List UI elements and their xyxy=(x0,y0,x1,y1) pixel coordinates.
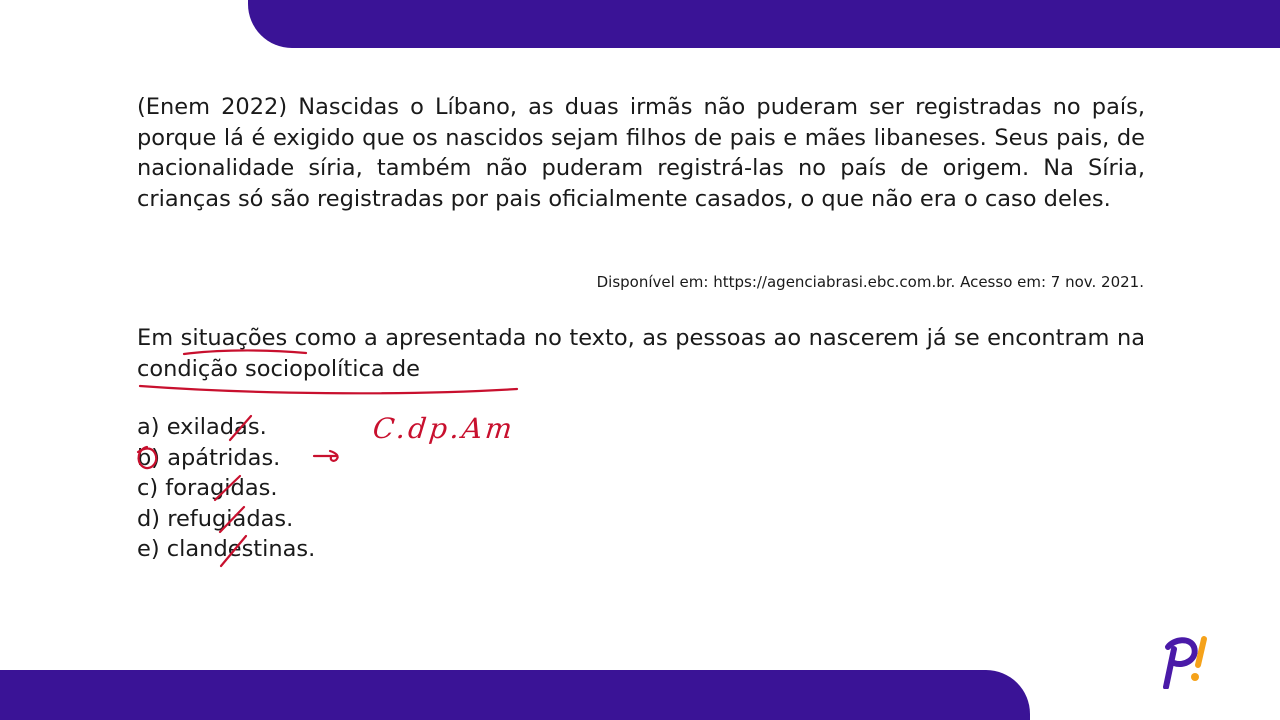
handwritten-note: C.dp.Am xyxy=(371,412,517,445)
answer-options xyxy=(137,412,315,565)
top-decorative-band xyxy=(248,0,1280,48)
option-a: a) exiladas. xyxy=(137,414,267,440)
source-citation: Disponível em: https://agenciabrasi.ebc.com.br. Acesso em: 7 nov. 2021. xyxy=(596,273,1144,291)
bottom-decorative-band xyxy=(0,670,1030,720)
question-passage: (Enem 2022) Nascidas o Líbano, as duas irmãs não puderam ser registradas no país, porque lá é exigido que os nascidos sejam filhos de pais e mães libaneses. Seus pais, de nacionalidade síria, também não puderam registrá-las no país de origem. Na Síria, crianças só são registradas por pais oficialmente casados, o que não era o caso deles. xyxy=(137,94,1145,212)
arrow-right-icon xyxy=(314,451,338,461)
option-e: e) clandestinas. xyxy=(137,536,316,562)
option-d: d) refugiadas. xyxy=(137,505,294,532)
question-prompt: Em situações como a apresentada no texto, as pessoas ao nascerem já se encontram na condição sociopolítica de xyxy=(137,325,1145,382)
brand-logo-icon xyxy=(1160,633,1212,689)
underline-condicao xyxy=(140,386,517,393)
option-b: b) apátridas. xyxy=(137,444,281,471)
option-c: c) foragidas. xyxy=(137,475,278,501)
